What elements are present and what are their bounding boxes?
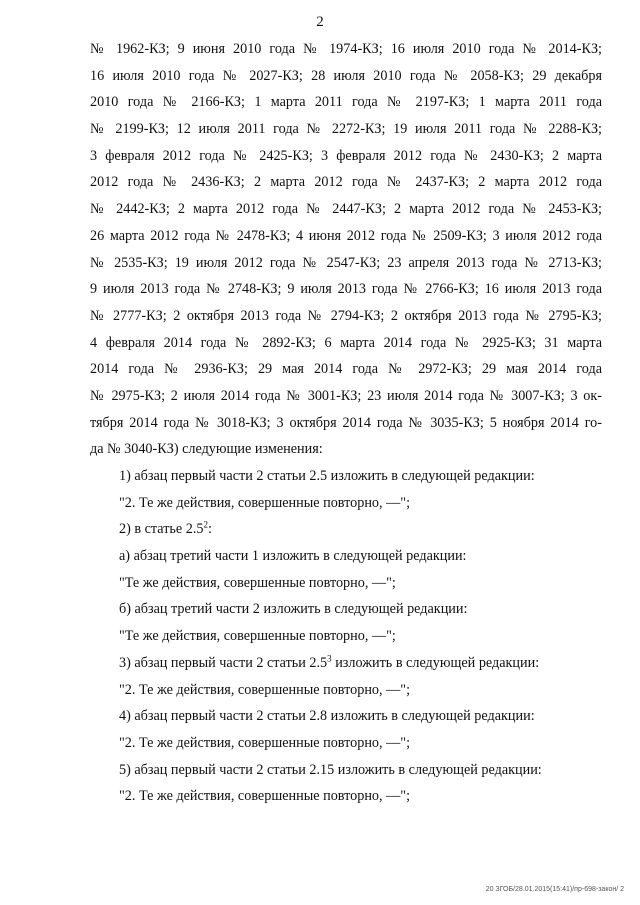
superscript: 2 bbox=[203, 519, 208, 530]
amendment-subitem-a: а) абзац третий части 1 изложить в следующей редакции: bbox=[119, 548, 467, 565]
amendment-item-1: 1) абзац первый части 2 статьи 2.5 изложить в следующей редакции: bbox=[119, 468, 535, 484]
footer-stamp: 20 ЗГОБ/28.01.2015(15:41)/пр-698-закон/ 2 bbox=[485, 886, 624, 893]
body-line: 4 февраля 2014 года № 2892-КЗ; 6 марта 2014 года № 2925-КЗ; 31 марта bbox=[90, 334, 602, 351]
body-line: № 2535-КЗ; 19 июля 2012 года № 2547-КЗ; 23 апреля 2013 года № 2713-КЗ; bbox=[90, 254, 602, 271]
item-text: : bbox=[207, 521, 212, 538]
amendment-item-5: 5) абзац первый части 2 статьи 2.15 изложить в следующей редакции: bbox=[119, 761, 542, 778]
amendment-subitem-b: б) абзац третий части 2 изложить в следующей редакции: bbox=[119, 601, 468, 618]
body-line: № 2442-КЗ; 2 марта 2012 года № 2447-КЗ; 2 марта 2012 года № 2453-КЗ; bbox=[90, 201, 602, 218]
item-text: 2) в статье 2.5 bbox=[119, 521, 204, 538]
amendment-text: "2. Те же действия, совершенные повторно, —"; bbox=[119, 681, 411, 698]
body-line: 9 июля 2013 года № 2748-КЗ; 9 июля 2013 года № 2766-КЗ; 16 июля 2013 года bbox=[90, 281, 602, 298]
body-line: № 2975-КЗ; 2 июля 2014 года № 3001-КЗ; 23 июля 2014 года № 3007-КЗ; 3 ок- bbox=[90, 387, 602, 404]
body-line: № 1962-КЗ; 9 июня 2010 года № 1974-КЗ; 16 июля 2010 года № 2014-КЗ; bbox=[90, 41, 602, 57]
item-text: 3) абзац первый части 2 статьи 2.5 bbox=[119, 654, 328, 671]
superscript: 3 bbox=[327, 653, 332, 664]
body-line: № 2199-КЗ; 12 июля 2011 года № 2272-КЗ; 19 июля 2011 года № 2288-КЗ; bbox=[90, 121, 602, 138]
body-line: 2010 года № 2166-КЗ; 1 марта 2011 года № 2197-КЗ; 1 марта 2011 года bbox=[90, 94, 602, 111]
item-text: изложить в следующей редакции: bbox=[331, 654, 540, 671]
body-line: 3 февраля 2012 года № 2425-КЗ; 3 февраля 2012 года № 2430-КЗ; 2 марта bbox=[90, 147, 602, 164]
amendment-text: "Те же действия, совершенные повторно, —"; bbox=[119, 628, 396, 645]
amendment-item-3 bbox=[90, 650, 602, 677]
body-line: да № 3040-КЗ) следующие изменения: bbox=[90, 441, 323, 458]
amendment-text: "Те же действия, совершенные повторно, —"; bbox=[119, 574, 396, 591]
page-number: 2 bbox=[316, 14, 324, 30]
amendment-text: "2. Те же действия, совершенные повторно, —"; bbox=[119, 494, 411, 511]
amendment-item-2 bbox=[90, 516, 602, 543]
document-body bbox=[90, 36, 602, 810]
body-line: 26 марта 2012 года № 2478-КЗ; 4 июня 2012 года № 2509-КЗ; 3 июля 2012 года bbox=[90, 227, 602, 244]
body-line: 2012 года № 2436-КЗ; 2 марта 2012 года № 2437-КЗ; 2 марта 2012 года bbox=[90, 174, 602, 191]
body-line: тября 2014 года № 3018-КЗ; 3 октября 2014 года № 3035-КЗ; 5 ноября 2014 го- bbox=[90, 414, 602, 431]
amendment-text: "2. Те же действия, совершенные повторно, —"; bbox=[119, 734, 411, 751]
body-line: 2014 года № 2936-КЗ; 29 мая 2014 года № 2972-КЗ; 29 мая 2014 года bbox=[90, 361, 602, 378]
amendment-text: "2. Те же действия, совершенные повторно, —"; bbox=[119, 788, 411, 805]
body-line: 16 июля 2010 года № 2027-КЗ; 28 июля 2010 года № 2058-КЗ; 29 декабря bbox=[90, 67, 602, 84]
body-line: № 2777-КЗ; 2 октября 2013 года № 2794-КЗ; 2 октября 2013 года № 2795-КЗ; bbox=[90, 307, 602, 324]
amendment-item-4: 4) абзац первый части 2 статьи 2.8 изложить в следующей редакции: bbox=[119, 708, 535, 725]
